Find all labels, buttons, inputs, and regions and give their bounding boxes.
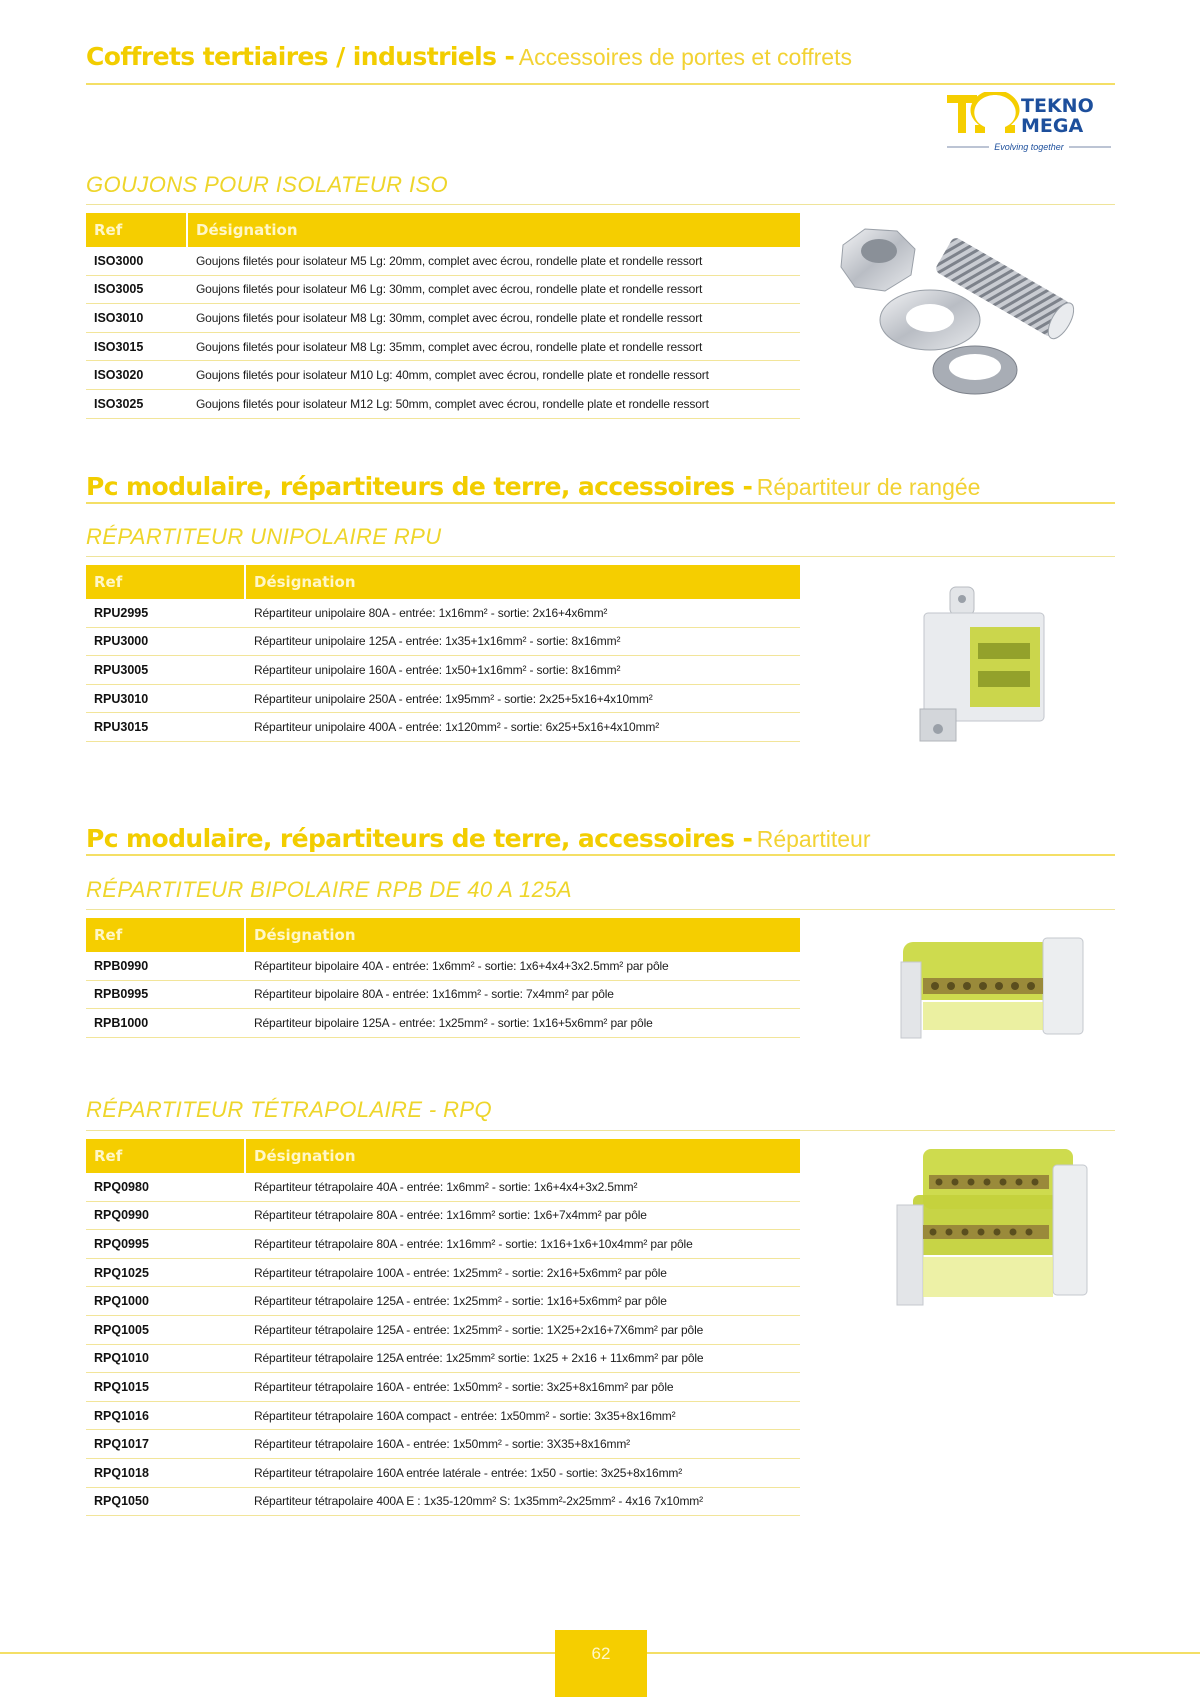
- cell-designation: Répartiteur tétrapolaire 160A compact - entrée: 1x50mm² - sortie: 3x35+8x16mm²: [254, 1408, 676, 1423]
- cell-ref: RPB0995: [94, 987, 149, 1002]
- table-header: [86, 918, 800, 952]
- page-number: 62: [591, 1644, 611, 1663]
- table-row: [86, 1430, 800, 1459]
- cell-designation: Répartiteur unipolaire 160A - entrée: 1x50+1x16mm² - sortie: 8x16mm²: [254, 662, 621, 677]
- table-row: [86, 276, 800, 305]
- column-header-ref: Ref: [86, 918, 246, 952]
- table-row: [86, 628, 800, 657]
- cell-designation: Répartiteur tétrapolaire 125A - entrée: 1x25mm² - sortie: 1X25+2x16+7X6mm² par pôle: [254, 1322, 704, 1337]
- column-header-designation: Désignation: [254, 1147, 356, 1165]
- cell-designation: Goujons filetés pour isolateur M12 Lg: 50mm, complet avec écrou, rondelle plate et rondelle ressort: [196, 396, 709, 411]
- page-number-box: [555, 1630, 647, 1697]
- table-header: [86, 1139, 800, 1173]
- omega-logo-icon: [945, 92, 1115, 154]
- column-header-ref: Ref: [86, 565, 246, 599]
- subsection-divider: [86, 204, 1115, 205]
- table-header: [86, 213, 800, 247]
- table-rpb: [86, 918, 800, 1038]
- table-row: [86, 1459, 800, 1488]
- cell-ref: RPU3005: [94, 662, 149, 677]
- cell-designation: Répartiteur bipolaire 80A - entrée: 1x16mm² - sortie: 7x4mm² par pôle: [254, 987, 614, 1002]
- cell-designation: Répartiteur unipolaire 400A - entrée: 1x120mm² - sortie: 6x25+5x16+4x10mm²: [254, 720, 660, 735]
- cell-designation: Répartiteur bipolaire 40A - entrée: 1x6mm² - sortie: 1x6+4x4+3x2.5mm² par pôle: [254, 958, 669, 973]
- cell-designation: Goujons filetés pour isolateur M8 Lg: 35mm, complet avec écrou, rondelle plate et rondelle ressort: [196, 339, 703, 354]
- cell-designation: Répartiteur tétrapolaire 125A - entrée: 1x25mm² - sortie: 1x16+5x6mm² par pôle: [254, 1294, 667, 1309]
- table-rpu: [86, 565, 800, 742]
- column-header-ref: Ref: [86, 213, 188, 247]
- cell-ref: RPU3010: [94, 691, 149, 706]
- tetrapolar-block-icon: [893, 1145, 1093, 1315]
- cell-ref: RPQ1050: [94, 1494, 149, 1509]
- table-row: [86, 361, 800, 390]
- cell-ref: RPQ0990: [94, 1208, 149, 1223]
- table-row: [86, 304, 800, 333]
- table-row: [86, 1173, 800, 1202]
- cell-ref: RPB0990: [94, 958, 149, 973]
- page-title-main: Coffrets tertiaires / industriels -: [86, 42, 515, 71]
- table-row: [86, 1402, 800, 1431]
- cell-ref: RPU3015: [94, 720, 149, 735]
- table-row: [86, 247, 800, 276]
- table-row: [86, 1009, 800, 1038]
- cell-designation: Répartiteur tétrapolaire 400A E : 1x35-120mm² S: 1x35mm²-2x25mm² - 4x16 7x10mm²: [254, 1494, 703, 1509]
- subsection-divider: [86, 1130, 1115, 1131]
- cell-designation: Répartiteur tétrapolaire 80A - entrée: 1x16mm² - sortie: 1x16+1x6+10x4mm² par pôle: [254, 1236, 693, 1251]
- section-title-sub: Répartiteur: [756, 826, 871, 852]
- cell-ref: RPQ1025: [94, 1265, 149, 1280]
- cell-designation: Goujons filetés pour isolateur M6 Lg: 30mm, complet avec écrou, rondelle plate et rondelle ressort: [196, 282, 703, 297]
- cell-designation: Répartiteur tétrapolaire 160A - entrée: 1x50mm² - sortie: 3X35+8x16mm²: [254, 1437, 631, 1452]
- table-row: [86, 1345, 800, 1374]
- tekno-mega-logo: [945, 92, 1115, 154]
- subsection-title-rpu: RÉPARTITEUR UNIPOLAIRE RPU: [86, 524, 442, 549]
- product-image-goujons: [835, 215, 1115, 395]
- table-row: [86, 1287, 800, 1316]
- cell-designation: Répartiteur unipolaire 250A - entrée: 1x95mm² - sortie: 2x25+5x16+4x10mm²: [254, 691, 653, 706]
- table-row: [86, 599, 800, 628]
- cell-ref: ISO3025: [94, 396, 144, 411]
- column-header-designation: Désignation: [254, 926, 356, 944]
- cell-ref: ISO3000: [94, 253, 144, 268]
- column-header-designation: Désignation: [196, 221, 298, 239]
- column-header-designation: Désignation: [254, 573, 356, 591]
- cell-designation: Répartiteur unipolaire 125A - entrée: 1x35+1x16mm² - sortie: 8x16mm²: [254, 634, 621, 649]
- cell-designation: Goujons filetés pour isolateur M5 Lg: 20mm, complet avec écrou, rondelle plate et rondelle ressort: [196, 253, 703, 268]
- cell-designation: Répartiteur tétrapolaire 160A entrée latérale - entrée: 1x50 - sortie: 3x25+8x16mm²: [254, 1465, 683, 1480]
- cell-ref: ISO3010: [94, 310, 144, 325]
- cell-designation: Goujons filetés pour isolateur M10 Lg: 40mm, complet avec écrou, rondelle plate et rondelle ressort: [196, 368, 709, 383]
- subsection-title-rpq: RÉPARTITEUR TÉTRAPOLAIRE - RPQ: [86, 1097, 493, 1122]
- cell-ref: RPU3000: [94, 634, 149, 649]
- page-title: [86, 44, 852, 69]
- table-row: [86, 685, 800, 714]
- table-goujons: [86, 213, 800, 419]
- svg-text:Evolving together: Evolving together: [994, 142, 1064, 152]
- table-row: [86, 952, 800, 981]
- cell-ref: ISO3015: [94, 339, 144, 354]
- column-header-ref: Ref: [86, 1139, 246, 1173]
- cell-ref: RPB1000: [94, 1015, 149, 1030]
- subsection-divider: [86, 556, 1115, 557]
- cell-designation: Répartiteur tétrapolaire 160A - entrée: 1x50mm² - sortie: 3x25+8x16mm² par pôle: [254, 1379, 674, 1394]
- table-row: [86, 1488, 800, 1517]
- page-title-sub: Accessoires de portes et coffrets: [518, 44, 852, 70]
- table-row: [86, 1316, 800, 1345]
- subsection-title-goujons: GOUJONS POUR ISOLATEUR ISO: [86, 172, 449, 197]
- subsection-divider: [86, 909, 1115, 910]
- product-image-rpu: [900, 585, 1070, 755]
- section-divider: [86, 502, 1115, 504]
- cell-ref: ISO3020: [94, 368, 144, 383]
- table-row: [86, 713, 800, 742]
- svg-text:MEGA: MEGA: [1021, 115, 1084, 137]
- cell-ref: RPQ1000: [94, 1294, 149, 1309]
- cell-designation: Répartiteur tétrapolaire 80A - entrée: 1x16mm² sortie: 1x6+7x4mm² par pôle: [254, 1208, 647, 1223]
- table-row: [86, 981, 800, 1010]
- product-image-rpb: [893, 922, 1093, 1042]
- cell-designation: Goujons filetés pour isolateur M8 Lg: 30mm, complet avec écrou, rondelle plate et rondelle ressort: [196, 310, 703, 325]
- cell-ref: RPQ1015: [94, 1379, 149, 1394]
- table-row: [86, 1202, 800, 1231]
- bipolar-block-icon: [893, 922, 1093, 1042]
- table-row: [86, 1259, 800, 1288]
- section-title-main: Pc modulaire, répartiteurs de terre, accessoires -: [86, 472, 753, 501]
- cell-ref: RPQ1005: [94, 1322, 149, 1337]
- cell-ref: RPQ1018: [94, 1465, 149, 1480]
- cell-designation: Répartiteur tétrapolaire 40A - entrée: 1x6mm² - sortie: 1x6+4x4+3x2.5mm²: [254, 1179, 638, 1194]
- cell-designation: Répartiteur bipolaire 125A - entrée: 1x25mm² - sortie: 1x16+5x6mm² par pôle: [254, 1015, 653, 1030]
- section-title-main: Pc modulaire, répartiteurs de terre, accessoires -: [86, 824, 753, 853]
- section-title-rpb: [86, 826, 871, 851]
- table-row: [86, 656, 800, 685]
- section-title-rpu: [86, 474, 980, 499]
- cell-designation: Répartiteur tétrapolaire 125A entrée: 1x25mm² sortie: 1x25 + 2x16 + 11x6mm² par pôle: [254, 1351, 704, 1366]
- section-title-sub: Répartiteur de rangée: [756, 474, 981, 500]
- table-row: [86, 333, 800, 362]
- cell-ref: RPQ1017: [94, 1437, 149, 1452]
- table-row: [86, 390, 800, 419]
- title-divider: [86, 83, 1115, 85]
- cell-ref: RPU2995: [94, 605, 149, 620]
- cell-ref: RPQ1010: [94, 1351, 149, 1366]
- cell-designation: Répartiteur tétrapolaire 100A - entrée: 1x25mm² - sortie: 2x16+5x6mm² par pôle: [254, 1265, 667, 1280]
- unipolar-block-icon: [900, 585, 1070, 755]
- table-row: [86, 1230, 800, 1259]
- product-image-rpq: [893, 1145, 1093, 1315]
- table-row: [86, 1373, 800, 1402]
- section-divider: [86, 854, 1115, 856]
- table-header: [86, 565, 800, 599]
- table-rpq: [86, 1139, 800, 1516]
- cell-ref: ISO3005: [94, 282, 144, 297]
- cell-designation: Répartiteur unipolaire 80A - entrée: 1x16mm² - sortie: 2x16+4x6mm²: [254, 605, 608, 620]
- subsection-title-rpb: RÉPARTITEUR BIPOLAIRE RPB DE 40 A 125A: [86, 877, 572, 902]
- svg-text:TEKNO: TEKNO: [1021, 95, 1094, 117]
- cell-ref: RPQ0980: [94, 1179, 149, 1194]
- cell-ref: RPQ0995: [94, 1236, 149, 1251]
- cell-ref: RPQ1016: [94, 1408, 149, 1423]
- threaded-stud-icon: [835, 215, 1115, 395]
